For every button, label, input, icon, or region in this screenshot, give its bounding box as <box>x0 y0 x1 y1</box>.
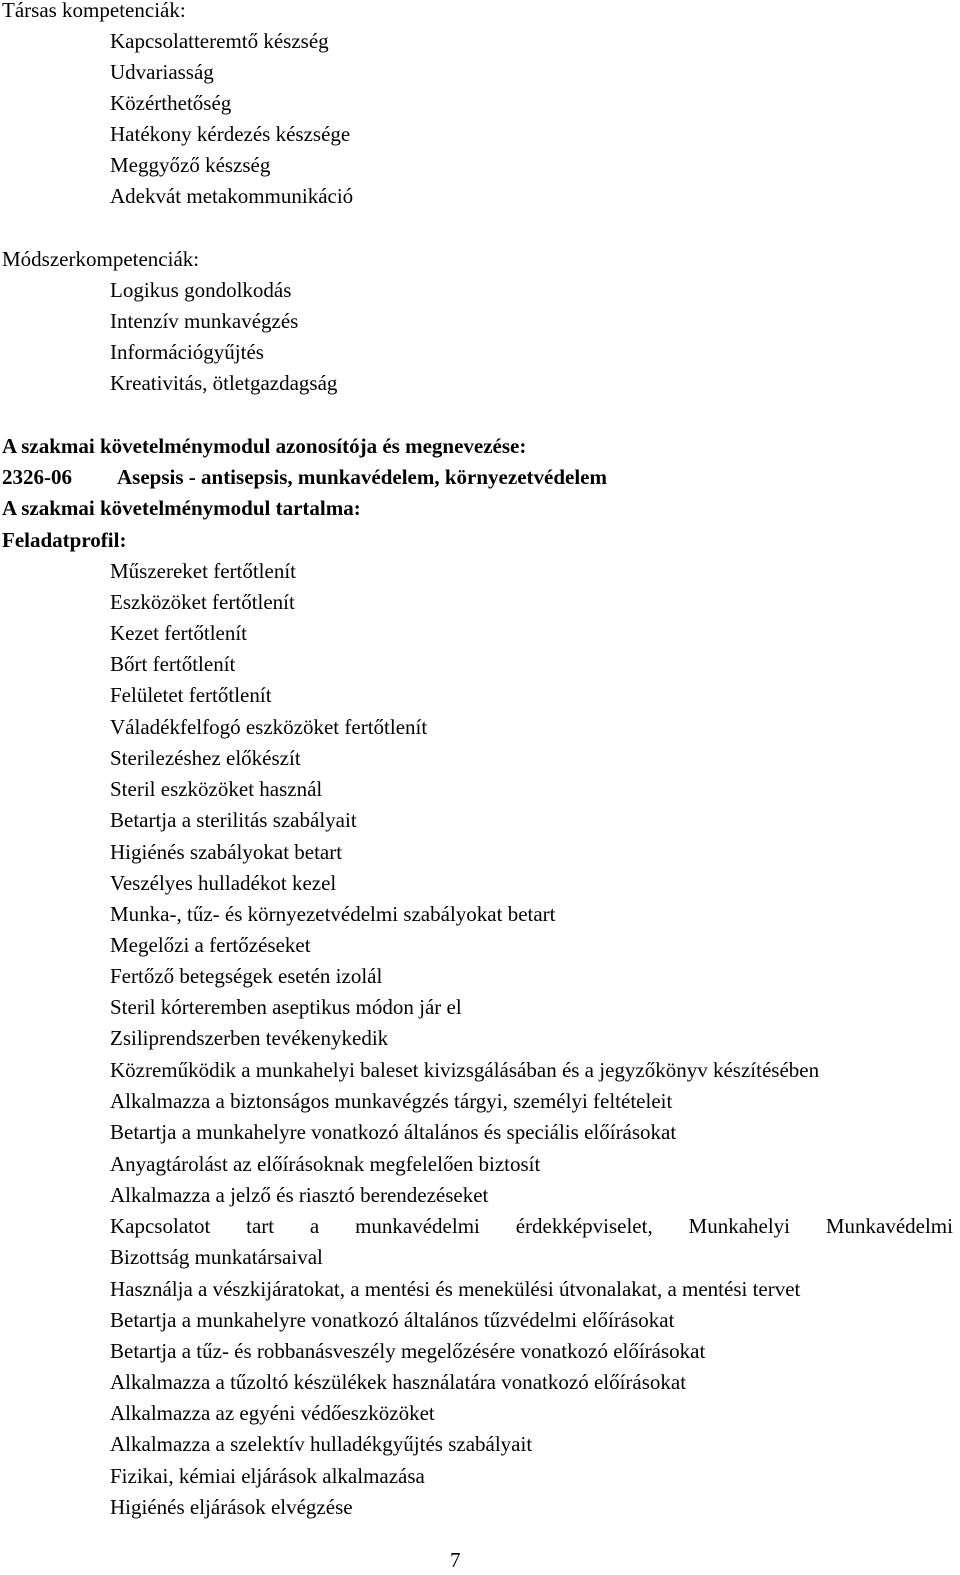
task-item: Betartja a tűz- és robbanásveszély megelőzésére vonatkozó előírásokat <box>110 1339 706 1363</box>
method-competencies-heading: Módszerkompetenciák: <box>2 247 200 271</box>
list-item: Hatékony kérdezés készsége <box>110 122 351 146</box>
task-item: Alkalmazza a tűzoltó készülékek használatára vonatkozó előírásokat <box>110 1370 687 1394</box>
task-item: Eszközöket fertőtlenít <box>110 590 295 614</box>
task-item: Felületet fertőtlenít <box>110 683 272 707</box>
list-item: Közérthetőség <box>110 91 232 115</box>
list-item: Adekvát metakommunikáció <box>110 184 354 208</box>
task-item: Steril eszközöket használ <box>110 777 323 801</box>
task-item: Váladékfelfogó eszközöket fertőtlenít <box>110 715 428 739</box>
list-item: Információgyűjtés <box>110 340 264 364</box>
task-profile-heading: Feladatprofil: <box>2 528 127 552</box>
module-content-heading: A szakmai követelménymodul tartalma: <box>2 496 361 520</box>
list-item: Kapcsolatteremtő készség <box>110 29 329 53</box>
task-item: Közreműködik a munkahelyi baleset kivizsgálásában és a jegyzőkönyv készítésében <box>110 1058 820 1082</box>
module-name: Asepsis - antisepsis, munkavédelem, környezetvédelem <box>117 465 607 489</box>
word: a <box>309 1214 320 1238</box>
word: munkavédelmi <box>355 1214 480 1238</box>
task-item: Higiénés szabályokat betart <box>110 840 343 864</box>
social-competencies-heading: Társas kompetenciák: <box>2 0 186 22</box>
task-item: Munka-, tűz- és környezetvédelmi szabályokat betart <box>110 902 556 926</box>
task-item: Műszereket fertőtlenít <box>110 559 297 583</box>
task-item: Megelőzi a fertőzéseket <box>110 933 311 957</box>
word: érdekképviselet, <box>515 1214 653 1238</box>
task-item: Alkalmazza a biztonságos munkavégzés tárgyi, személyi feltételeit <box>110 1089 673 1113</box>
task-item: Bőrt fertőtlenít <box>110 652 236 676</box>
task-item: Alkalmazza a jelző és riasztó berendezéseket <box>110 1183 489 1207</box>
task-item: Sterilezéshez előkészít <box>110 746 301 770</box>
task-item: Veszélyes hulladékot kezel <box>110 871 337 895</box>
task-item: Betartja a munkahelyre vonatkozó általános és speciális előírásokat <box>110 1120 677 1144</box>
module-title-line <box>2 465 607 489</box>
task-item: Alkalmazza az egyéni védőeszközöket <box>110 1401 435 1425</box>
task-item: Higiénés eljárások elvégzése <box>110 1495 353 1519</box>
task-item: Fertőző betegségek esetén izolál <box>110 964 383 988</box>
task-item: Zsiliprendszerben tevékenykedik <box>110 1026 389 1050</box>
word: tart <box>246 1214 275 1238</box>
list-item: Meggyőző készség <box>110 153 271 177</box>
word: Kapcsolatot <box>110 1214 211 1238</box>
task-item: Fizikai, kémiai eljárások alkalmazása <box>110 1464 425 1488</box>
task-item: Betartja a sterilitás szabályait <box>110 808 357 832</box>
list-item: Intenzív munkavégzés <box>110 309 299 333</box>
module-code: 2326-06 <box>2 465 72 489</box>
list-item: Udvariasság <box>110 60 214 84</box>
module-id-heading: A szakmai követelménymodul azonosítója és megnevezése: <box>2 434 527 458</box>
task-item: Betartja a munkahelyre vonatkozó általános tűzvédelmi előírásokat <box>110 1308 675 1332</box>
list-item: Kreativitás, ötletgazdagság <box>110 371 338 395</box>
page-number: 7 <box>450 1548 461 1572</box>
task-item: Használja a vészkijáratokat, a mentési és menekülési útvonalakat, a mentési tervet <box>110 1277 801 1301</box>
task-item-justified <box>110 1214 953 1238</box>
task-item-continuation: Bizottság munkatársaival <box>110 1245 323 1269</box>
task-item: Kezet fertőtlenít <box>110 621 248 645</box>
word: Munkahelyi <box>688 1214 791 1238</box>
task-item: Anyagtárolást az előírásoknak megfelelően biztosít <box>110 1152 541 1176</box>
word: Munkavédelmi <box>825 1214 953 1238</box>
task-item: Alkalmazza a szelektív hulladékgyűjtés szabályait <box>110 1432 533 1456</box>
list-item: Logikus gondolkodás <box>110 278 292 302</box>
task-item: Steril kórteremben aseptikus módon jár el <box>110 995 462 1019</box>
